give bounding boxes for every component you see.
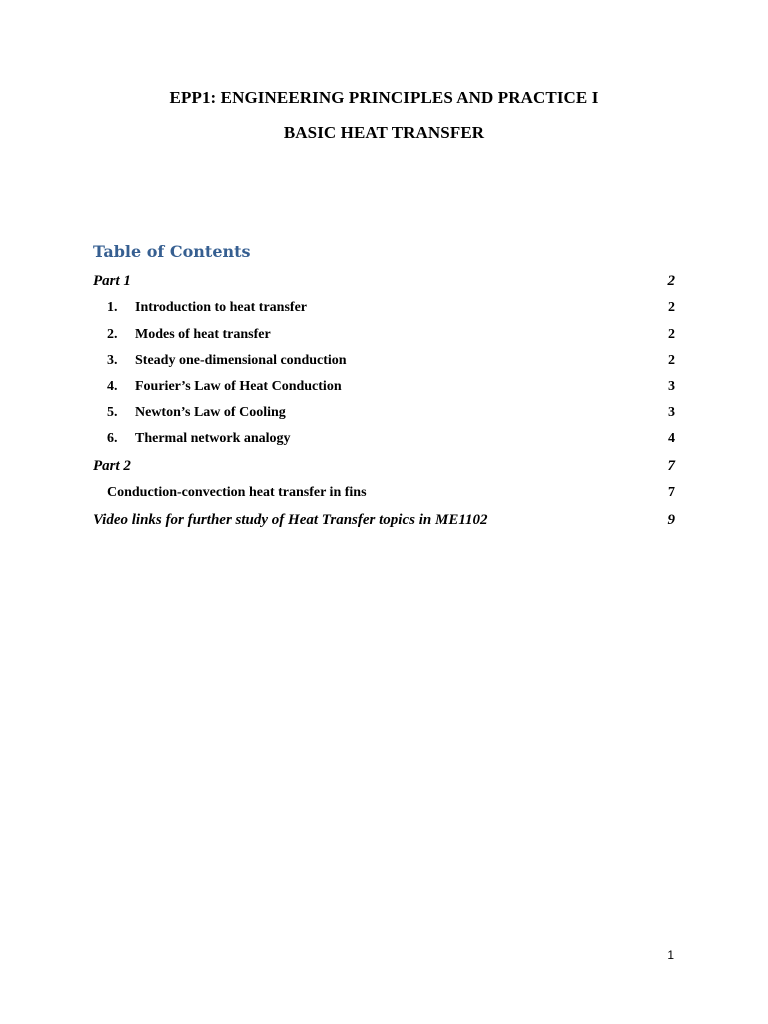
toc-entry-thermal-network[interactable] [93,429,675,449]
toc-entry-part-1[interactable] [93,271,675,291]
toc-entry-label: Steady one-dimensional conduction [135,353,347,368]
toc-entry-label: Video links for further study of Heat Transfer topics in ME1102 [93,512,488,528]
page-number: 1 [667,948,674,962]
toc-entry-newtons-law[interactable] [93,403,675,423]
toc-entry-label: Conduction-convection heat transfer in fins [107,485,367,500]
toc-entry-page: 3 [668,405,675,420]
toc-heading: Table of Contents [93,242,251,261]
toc-entry-number: 5. [107,405,118,420]
toc-entry-label: Fourier’s Law of Heat Conduction [135,379,342,394]
toc-entry-part-2[interactable] [93,456,675,476]
toc-entry-label: Newton’s Law of Cooling [135,405,286,420]
toc-entry-page: 2 [668,327,675,342]
toc-entry-number: 1. [107,300,118,315]
toc-entry-page: 7 [667,458,675,474]
toc-entry-modes[interactable] [93,325,675,345]
document-title: EPP1: ENGINEERING PRINCIPLES AND PRACTICE I [169,88,599,107]
toc-entry-page: 2 [668,300,675,315]
toc-entry-label: Thermal network analogy [135,431,291,446]
toc-entry-video-links[interactable] [93,510,675,530]
toc-entry-number: 2. [107,327,118,342]
toc-entry-page: 7 [668,485,675,500]
toc-entry-fouriers-law[interactable] [93,377,675,397]
toc-entry-label: Introduction to heat transfer [135,300,308,315]
toc-entry-page: 2 [667,273,675,289]
toc-entry-page: 9 [667,512,675,528]
toc-entry-introduction[interactable] [93,298,675,318]
toc-entry-label: Part 1 [93,273,131,289]
toc-entry-number: 3. [107,353,118,368]
toc-entry-steady-conduction[interactable] [93,351,675,371]
toc-entry-page: 4 [668,431,675,446]
toc-entry-fins[interactable] [93,483,675,503]
toc-entry-page: 3 [668,379,675,394]
toc-entry-number: 6. [107,431,118,446]
toc-entry-label: Modes of heat transfer [135,327,271,342]
document-subtitle: BASIC HEAT TRANSFER [283,123,485,142]
toc-entry-label: Part 2 [93,458,131,474]
toc-entry-page: 2 [668,353,675,368]
toc-entry-number: 4. [107,379,118,394]
